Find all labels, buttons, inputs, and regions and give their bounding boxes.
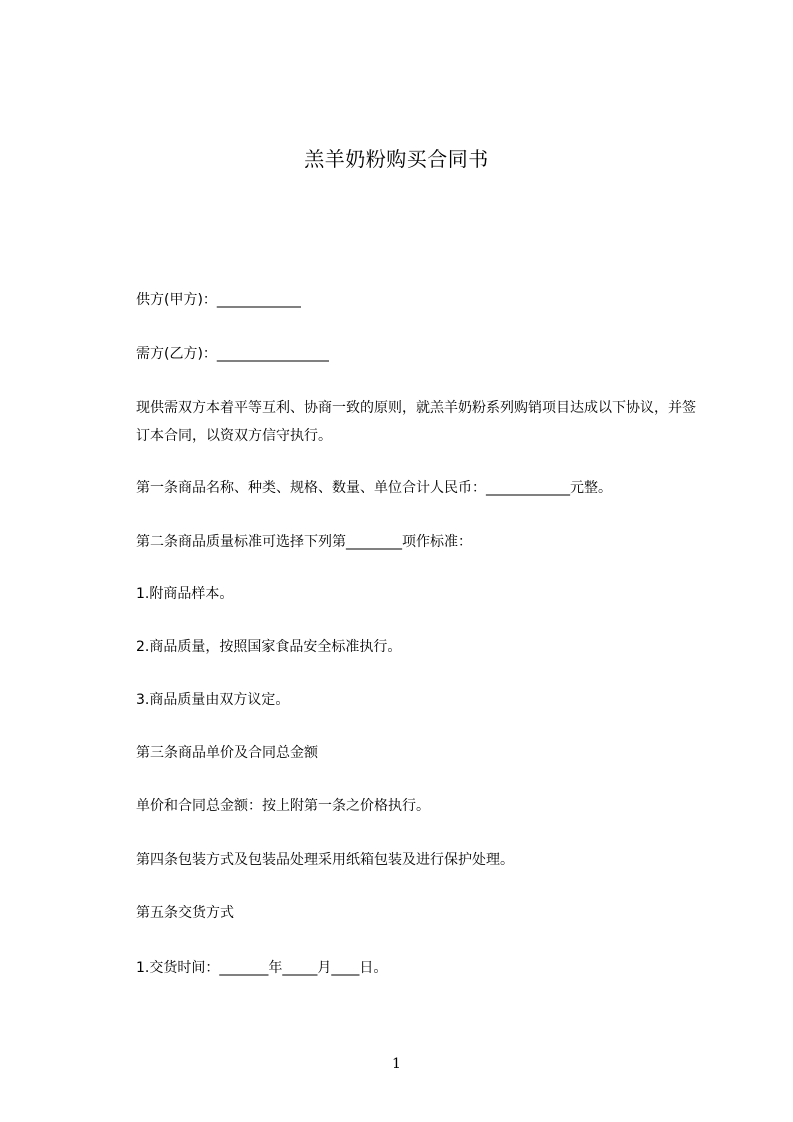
article-5: 第五条交货方式 <box>136 905 234 921</box>
article-2-item-1: 1.附商品样本。 <box>136 586 234 602</box>
article-3: 第三条商品单价及合同总金额 <box>136 745 318 761</box>
article-2: 第二条商品质量标准可选择下列第________项作标准： <box>136 534 472 550</box>
article-2-item-2: 2.商品质量，按照国家食品安全标准执行。 <box>136 639 402 655</box>
article-4: 第四条包装方式及包装品处理采用纸箱包装及进行保护处理。 <box>136 852 514 868</box>
document-title: 羔羊奶粉购买合同书 <box>304 147 489 171</box>
page-number: 1 <box>392 1056 401 1072</box>
article-5-item-1: 1.交货时间：_______年_____月____日。 <box>136 960 388 976</box>
article-3-detail: 单价和合同总金额：按上附第一条之价格执行。 <box>136 798 430 814</box>
supplier-line: 供方(甲方)：____________ <box>136 292 301 308</box>
intro-paragraph: 现供需双方本着平等互利、协商一致的原则，就羔羊奶粉系列购销项目达成以下协议，并签订本合同，以资双方信守执行。 <box>136 400 696 444</box>
article-1: 第一条商品名称、种类、规格、数量、单位合计人民币：____________元整。 <box>136 480 612 496</box>
buyer-line: 需方(乙方)：________________ <box>136 346 329 362</box>
article-2-item-3: 3.商品质量由双方议定。 <box>136 692 290 708</box>
